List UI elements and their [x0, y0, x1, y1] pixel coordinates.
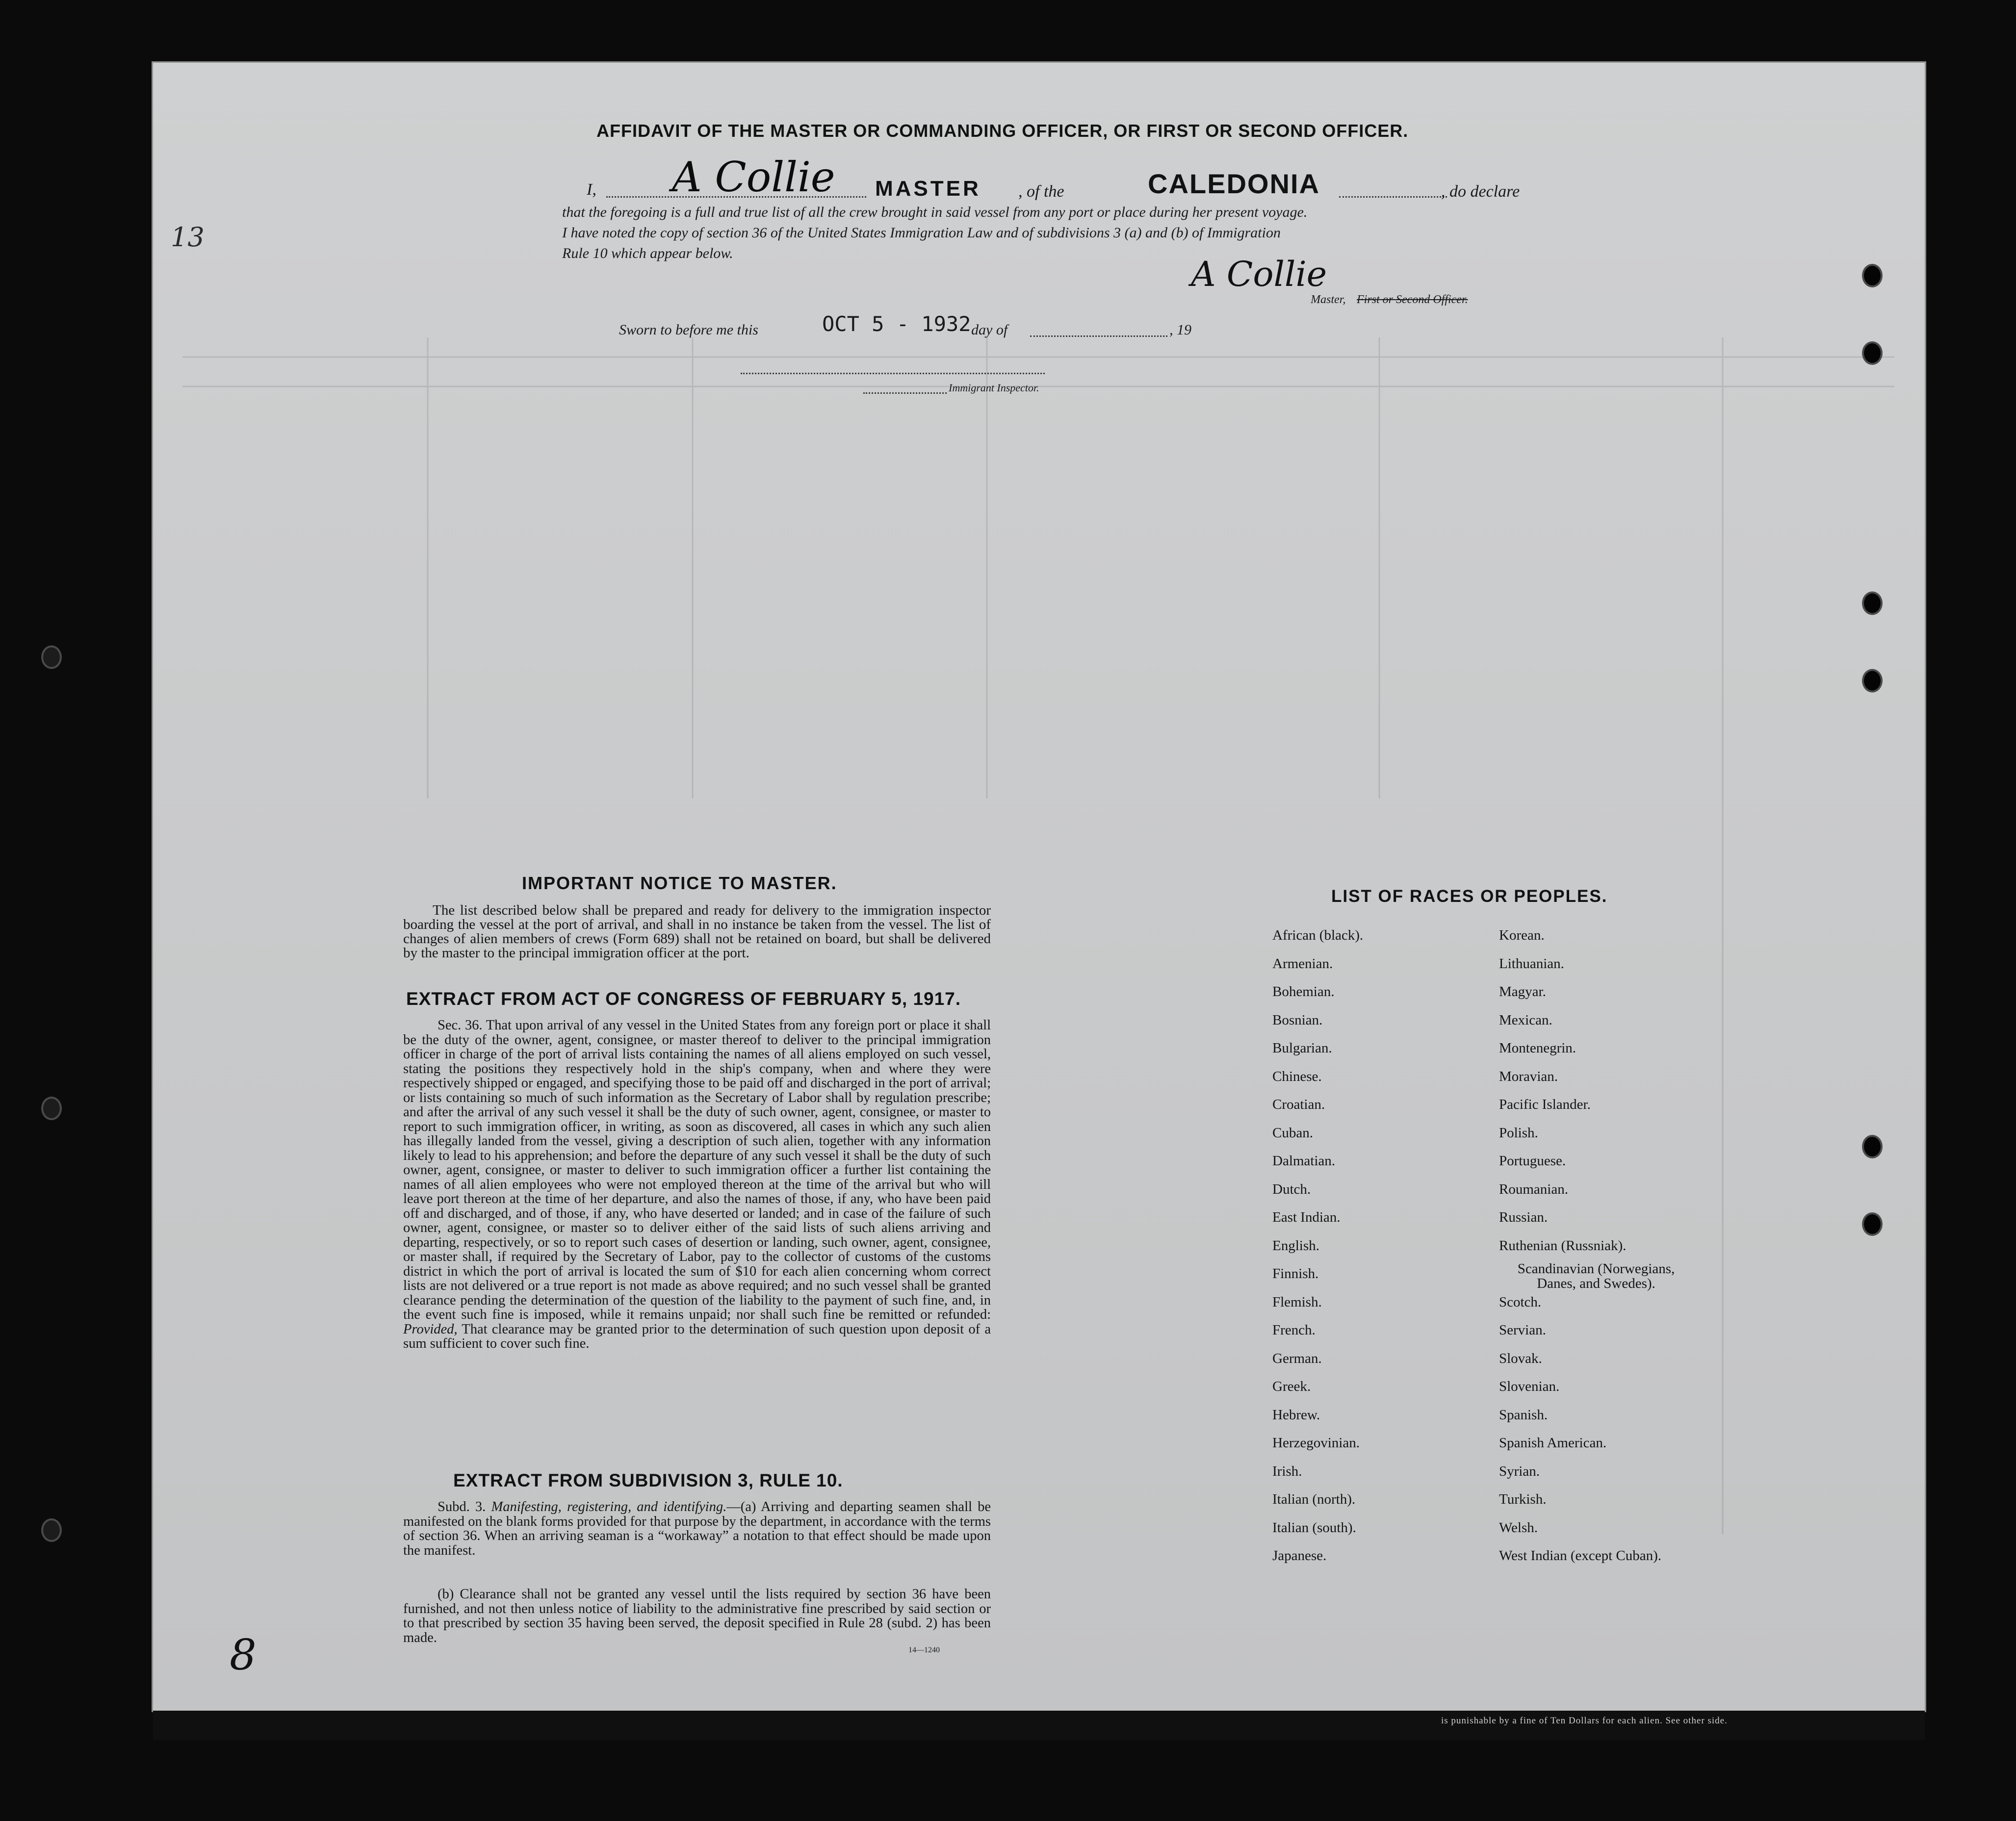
- race-item: Croatian.: [1272, 1097, 1325, 1112]
- binder-hole: [1864, 266, 1881, 285]
- vessel-name: CALEDONIA: [1148, 168, 1320, 199]
- affidavit-of-the: , of the: [1018, 182, 1064, 201]
- race-item: Mexican.: [1499, 1012, 1552, 1028]
- sworn-date-line: [1030, 335, 1167, 337]
- margin-pencil-mark: 8: [230, 1631, 257, 1680]
- race-item: Dutch.: [1272, 1181, 1311, 1197]
- race-item: Scandinavian (Norwegians, Danes, and Swedes).: [1517, 1261, 1675, 1291]
- race-item: Syrian.: [1499, 1463, 1540, 1479]
- race-item: German.: [1272, 1350, 1322, 1366]
- race-item: Polish.: [1499, 1125, 1538, 1141]
- race-item: Finnish.: [1272, 1266, 1319, 1282]
- binder-hole: [1864, 671, 1881, 691]
- race-item: Italian (south).: [1272, 1519, 1356, 1536]
- race-item: English.: [1272, 1237, 1319, 1254]
- race-item: Greek.: [1272, 1379, 1311, 1394]
- race-item: Slovenian.: [1499, 1379, 1560, 1394]
- act-extract-text: [403, 1018, 991, 1351]
- race-item: Irish.: [1272, 1463, 1302, 1479]
- race-item: Montenegrin.: [1499, 1040, 1577, 1056]
- binder-hole: [1864, 1137, 1881, 1156]
- race-item: Magyar.: [1499, 984, 1546, 1000]
- race-item: Ruthenian (Russniak).: [1499, 1237, 1627, 1254]
- rule-para-b: (b) Clearance shall not be granted any vessel until the lists required by section 36 have been furnished, and not then unless notice of liability to the administrative fine prescribed by said section or to that prescribed by section 35 having been served, the deposit specified in Rule 28 (subd. 2) has been made.: [403, 1587, 991, 1645]
- affidavit-rank: MASTER: [875, 177, 981, 201]
- affidavit-i: I,: [587, 180, 596, 199]
- rule-subd-label: Subd. 3.: [438, 1499, 486, 1514]
- inspector-line-2: [863, 392, 947, 394]
- rule-subd-heading: Manifesting, registering, and identifying.: [491, 1499, 727, 1514]
- date-stamp: OCT 5 - 1932: [822, 312, 971, 336]
- binder-hole: [1864, 593, 1881, 613]
- footer-note: is punishable by a fine of Ten Dollars for each alien. See other side.: [1441, 1716, 1728, 1726]
- race-item: Slovak.: [1499, 1350, 1542, 1366]
- race-item: Dalmatian.: [1272, 1153, 1336, 1169]
- race-item: West Indian (except Cuban).: [1499, 1548, 1662, 1564]
- act-section-text: That upon arrival of any vessel in the United States from any foreign port or place it shall be the duty of the owner, agent, consignee, or master thereof to deliver to the principal immigration officer in charge of the port of arrival lists containing the names of all aliens employed on such vessel, stating the positions they respectively hold in the ship's company, when and where they were respectively shipped or engaged, and specifying those to be paid off and discharged in the port of arrival; or lists containing so much of such information as the Secretary of Labor shall by regulation prescribe; and after the arrival of any such vessel it shall be the duty of such owner, agent, consignee, or master to report to such immigration officer, in writing, as soon as discovered, all cases in which any such alien has illegally landed from the vessel, giving a description of such alien, together with any information likely to lead to his apprehension; and before the departure of any such vessel it shall be the duty of such owner, agent, consignee, or master to deliver to such immigration officer a further list containing the names of all alien employees who were not employed thereon at the time of the arrival but who will leave port thereon at the time of her departure, and also the names of those, if any, who have been paid off and discharged, and of those, if any, who have deserted or landed; and in case of the failure of such owner, agent, consignee, or master so to deliver either of the said lists of such aliens arriving and departing, respectively, or so to report such cases of desertion or landing, such owner, agent, consignee, or master shall, if required by the Secretary of Labor, pay to the collector of customs of the customs district in which the port of arrival is located the sum of $10 for each alien concerning whom correct lists are not delivered or a true report is not made as above required; and no such vessel shall be granted clearance pending the determination of the question of the liability to the payment of such fine, and, in the event such fine is imposed, while it remains unpaid; nor shall such fine be remitted or refunded:: [403, 1018, 991, 1322]
- race-item: Scotch.: [1499, 1294, 1542, 1310]
- race-item: Spanish American.: [1499, 1435, 1607, 1451]
- signer-line: [606, 196, 866, 198]
- affidavit-line-2: I have noted the copy of section 36 of the United States Immigration Law and of subdivisions 3 (a) and (b) of Immigration: [562, 225, 1281, 241]
- race-item: Hebrew.: [1272, 1407, 1320, 1423]
- race-item: East Indian.: [1272, 1209, 1341, 1225]
- race-item: Servian.: [1499, 1322, 1546, 1338]
- race-item: Chinese.: [1272, 1068, 1322, 1084]
- notice-text: The list described below shall be prepared and ready for delivery to the immigration inspector boarding the vessel at the port of arrival, and shall in no instance be taken from the vessel. The list of changes of alien members of crews (Form 689) shall not be retained on board, but shall be delivered by the master to the principal immigration officer at the port.: [403, 902, 991, 961]
- race-item: Korean.: [1499, 927, 1545, 943]
- sworn-year: , 19: [1169, 322, 1191, 338]
- race-item: Roumanian.: [1499, 1181, 1568, 1197]
- race-item: Armenian.: [1272, 955, 1333, 972]
- sworn-label: Sworn to before me this: [619, 322, 758, 338]
- act-section-label: Sec. 36.: [438, 1018, 483, 1033]
- race-item: Portuguese.: [1499, 1153, 1566, 1169]
- inspector-label: Immigrant Inspector.: [949, 382, 1039, 394]
- vessel-line: [1339, 196, 1447, 198]
- act-section-text-end: That clearance may be granted prior to the determination of such question upon deposit of a sum sufficient to cover such fine.: [403, 1321, 991, 1351]
- race-item: Flemish.: [1272, 1294, 1322, 1310]
- race-item: Turkish.: [1499, 1491, 1547, 1507]
- affidavit-line-1: that the foregoing is a full and true list of all the crew brought in said vessel from any port or place during her present voyage.: [562, 204, 1308, 220]
- race-item: Spanish.: [1499, 1407, 1548, 1423]
- race-item: Welsh.: [1499, 1519, 1538, 1536]
- rule-para-a: [403, 1500, 991, 1558]
- binder-hole: [1864, 1214, 1881, 1234]
- affidavit-heading: AFFIDAVIT OF THE MASTER OR COMMANDING OFFICER, OR FIRST OR SECOND OFFICER.: [596, 121, 1409, 141]
- race-item: French.: [1272, 1322, 1316, 1338]
- race-item: Moravian.: [1499, 1068, 1558, 1084]
- race-item: Japanese.: [1272, 1548, 1327, 1564]
- inspector-line: [741, 373, 1045, 374]
- race-item: Bosnian.: [1272, 1012, 1323, 1028]
- binder-hole: [1864, 343, 1881, 363]
- signature-caption-struck: First or Second Officer.: [1357, 293, 1468, 306]
- race-item: Cuban.: [1272, 1125, 1313, 1141]
- race-item: Bohemian.: [1272, 984, 1335, 1000]
- race-item: African (black).: [1272, 927, 1364, 943]
- master-signature: A Collie: [1191, 254, 1327, 294]
- notice-title: IMPORTANT NOTICE TO MASTER.: [522, 873, 837, 893]
- race-item: Bulgarian.: [1272, 1040, 1332, 1056]
- races-title: LIST OF RACES OR PEOPLES.: [1331, 887, 1608, 906]
- do-declare: , do declare: [1441, 182, 1520, 201]
- race-item: Pacific Islander.: [1499, 1097, 1591, 1112]
- rule-extract-title: EXTRACT FROM SUBDIVISION 3, RULE 10.: [453, 1470, 843, 1490]
- race-item: Herzegovinian.: [1272, 1435, 1360, 1451]
- act-provided: Provided,: [403, 1321, 458, 1337]
- sworn-day-of: day of: [971, 322, 1008, 338]
- form-number: 14—1240: [908, 1646, 940, 1654]
- binder-hole: [43, 647, 60, 667]
- signer-handwritten: A Collie: [672, 153, 835, 201]
- binder-hole: [43, 1099, 60, 1118]
- binder-hole: [43, 1520, 60, 1540]
- manifest-sheet: [153, 63, 1925, 1711]
- margin-number: 13: [171, 222, 205, 253]
- act-extract-title: EXTRACT FROM ACT OF CONGRESS OF FEBRUARY 5, 1917.: [406, 989, 961, 1009]
- signature-caption-master: Master,: [1311, 293, 1346, 306]
- affidavit-line-3: Rule 10 which appear below.: [562, 245, 733, 261]
- race-item: Russian.: [1499, 1209, 1548, 1225]
- rule-para-a-text: —(a) Arriving and departing seamen shall be manifested on the blank forms provided for that purpose by the department, in accordance with the terms of section 36. When an arriving seaman is a “workaway” a notation to that effect should be made upon the manifest.: [403, 1499, 991, 1558]
- race-item: Lithuanian.: [1499, 955, 1564, 972]
- race-item: Italian (north).: [1272, 1491, 1356, 1507]
